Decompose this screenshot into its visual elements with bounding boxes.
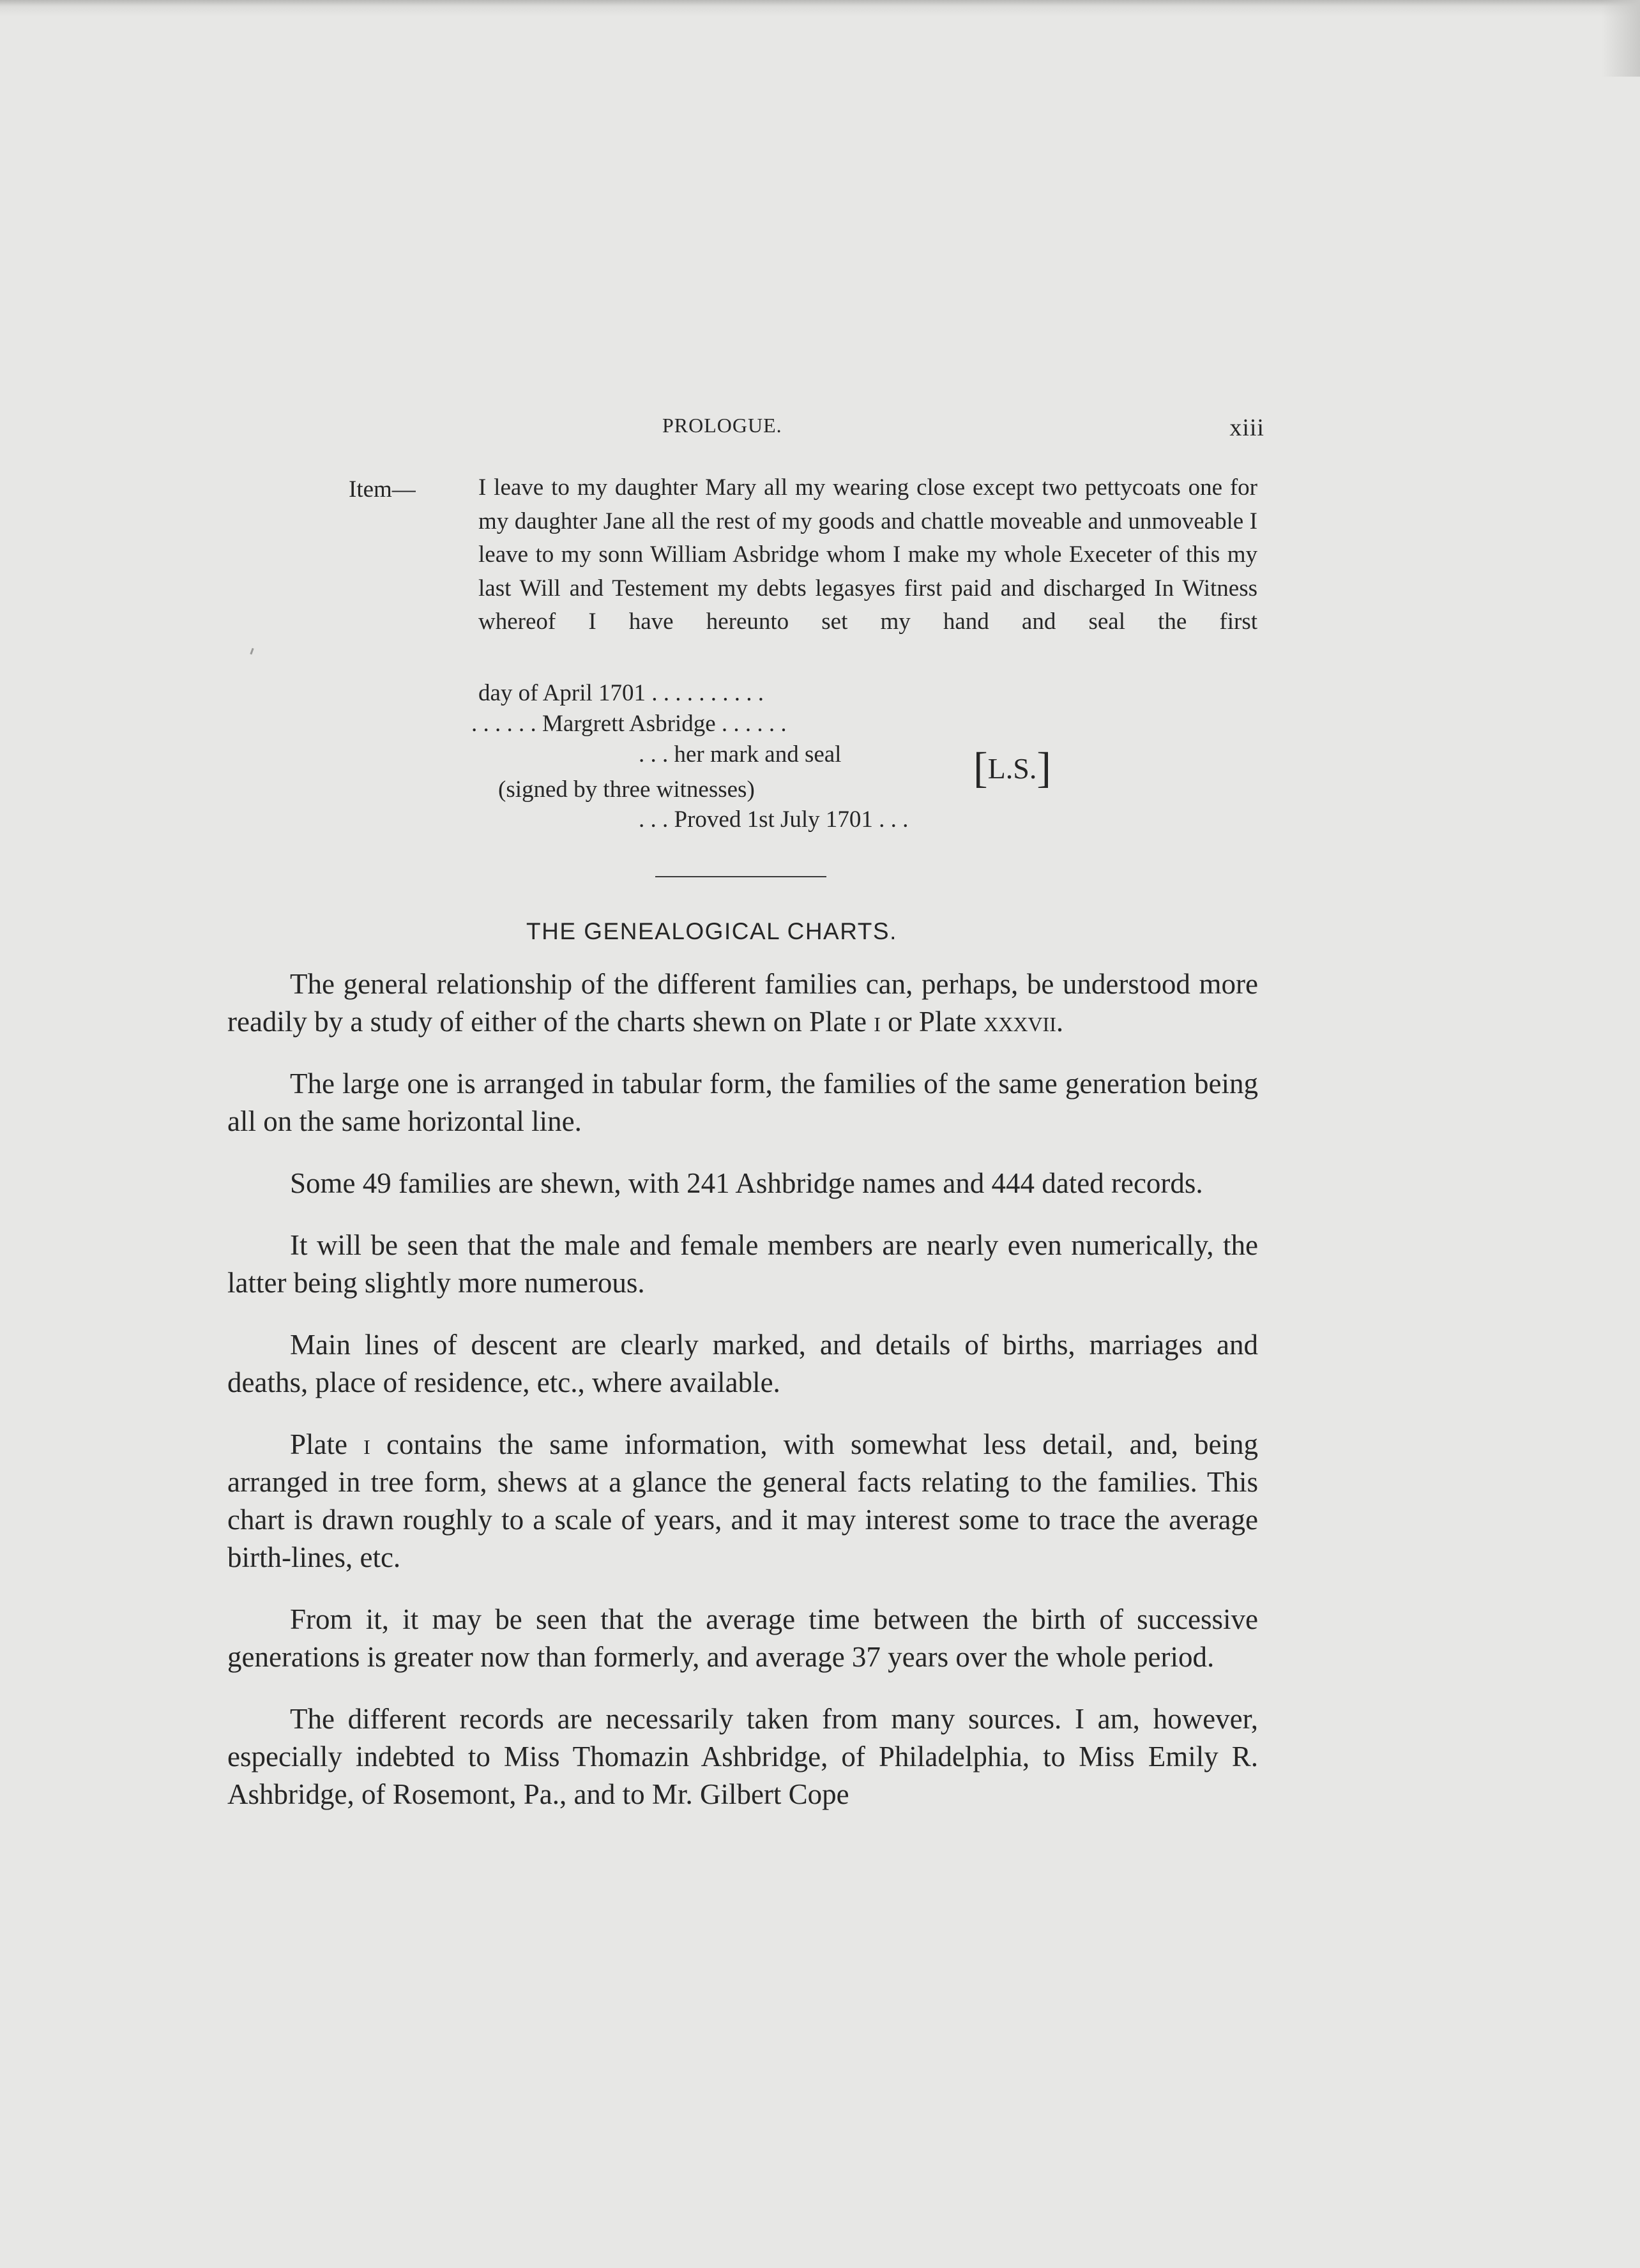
will-item-label: Item— xyxy=(349,476,416,503)
running-title: PROLOGUE. xyxy=(662,414,782,437)
will-proved-line: . . . Proved 1st July 1701 . . . xyxy=(639,806,909,833)
body-paragraph: From it, it may be seen that the average time between the birth of successive generations is greater now than formerly, and average 37 years over the whole period. xyxy=(227,1603,1258,1673)
will-paragraph: I leave to my daughter Mary all my wearing close except two pettycoats one for my daughter Jane all the rest of my goods and chattle moveable and unmoveable I leave to my sonn William Asbridge whom I make my whole Execeter of this my last Will and Testement my debts legasyes first paid and discharged In Witness whereof I have hereunto set my hand and seal the first xyxy=(478,474,1257,635)
page-corner-shadow xyxy=(1602,0,1640,77)
body-paragraph: It will be seen that the male and female members are nearly even numerically, the latter being slightly more numerous. xyxy=(227,1229,1258,1299)
stray-mark xyxy=(250,648,254,654)
will-mark-line: . . . her mark and seal xyxy=(639,741,842,767)
body-paragraph: The general relationship of the different families can, perhaps, be understood more readily by a study of either of the charts shewn on Plate i or Plate xxxvii. xyxy=(227,968,1258,1038)
page-top-edge xyxy=(0,0,1640,17)
seal-text: L.S. xyxy=(987,752,1037,785)
section-heading: THE GENEALOGICAL CHARTS. xyxy=(526,918,897,944)
body-paragraph: Plate i contains the same information, with somewhat less detail, and, being arranged in tree form, shews at a glance the general facts relating to the families. This chart is drawn roughly to a scale of years, and it may interest some to trace the average birth-lines, etc. xyxy=(227,1428,1258,1573)
seal-mark: [L.S.] xyxy=(973,743,1051,792)
will-witnesses-line: (signed by three witnesses) xyxy=(498,776,755,803)
will-signature-line: . . . . . . Margrett Asbridge . . . . . . xyxy=(471,711,787,737)
body-paragraph: Some 49 families are shewn, with 241 Ashbridge names and 444 dated records. xyxy=(290,1167,1203,1199)
section-divider xyxy=(655,876,826,877)
body-paragraph: The large one is arranged in tabular form, the families of the same generation being all on the same horizontal line. xyxy=(227,1068,1258,1137)
body-paragraph: Main lines of descent are clearly marked, and details of births, marriages and deaths, place of residence, etc., where available. xyxy=(227,1329,1258,1398)
page-number: xiii xyxy=(1229,414,1264,441)
body-paragraph: The different records are necessarily taken from many sources. I am, however, especially indebted to Miss Thomazin Ashbridge, of Philadelphia, to Miss Emily R. Ashbridge, of Rosemont, Pa., and to Mr. Gilbert Cope xyxy=(227,1703,1258,1810)
section-body xyxy=(227,965,1258,1838)
will-date-line: day of April 1701 . . . . . . . . . . xyxy=(478,680,764,706)
running-header xyxy=(224,414,1264,446)
